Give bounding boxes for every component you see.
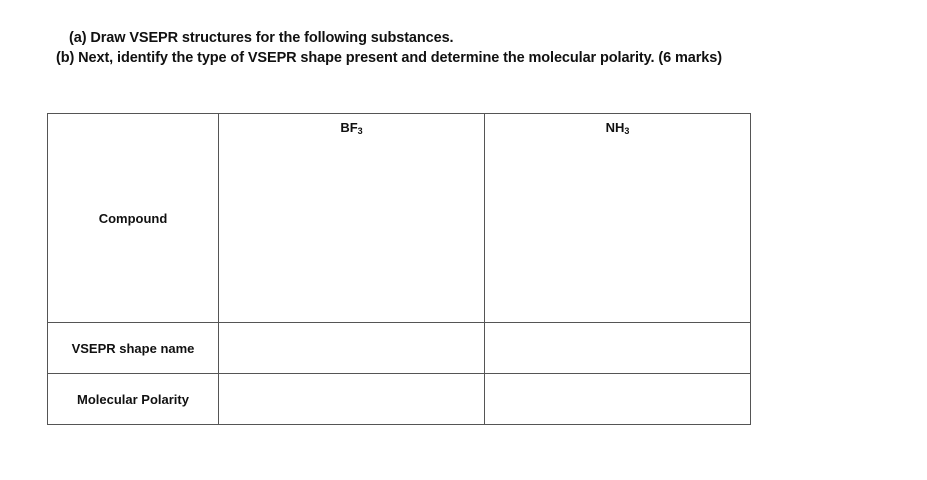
- molecular-polarity-label: Molecular Polarity: [48, 374, 219, 425]
- nh3-formula-base: NH: [605, 120, 625, 135]
- compound-row: [48, 114, 751, 323]
- compound-nh3-formula: [606, 120, 630, 135]
- nh3-formula-subscript: 3: [624, 126, 630, 136]
- compound-bf3-cell[interactable]: [219, 114, 485, 323]
- bf3-shape-answer-cell[interactable]: [219, 323, 485, 374]
- instruction-part-a: (a) Draw VSEPR structures for the following substances.: [69, 30, 454, 46]
- nh3-shape-answer-cell[interactable]: [485, 323, 751, 374]
- compound-nh3-cell[interactable]: [485, 114, 751, 323]
- vsepr-shape-row: [48, 323, 751, 374]
- nh3-polarity-answer-cell[interactable]: [485, 374, 751, 425]
- compound-label: Compound: [48, 114, 219, 323]
- bf3-polarity-answer-cell[interactable]: [219, 374, 485, 425]
- bf3-formula-base: BF: [340, 120, 358, 135]
- bf3-formula-subscript: 3: [357, 126, 363, 136]
- instruction-part-b: (b) Next, identify the type of VSEPR shape present and determine the molecular polarity. (6 marks): [56, 50, 722, 66]
- vsepr-shape-label: VSEPR shape name: [48, 323, 219, 374]
- vsepr-worksheet-table: [47, 113, 751, 425]
- molecular-polarity-row: [48, 374, 751, 425]
- question-instructions: [56, 28, 722, 68]
- compound-bf3-formula: [340, 120, 362, 135]
